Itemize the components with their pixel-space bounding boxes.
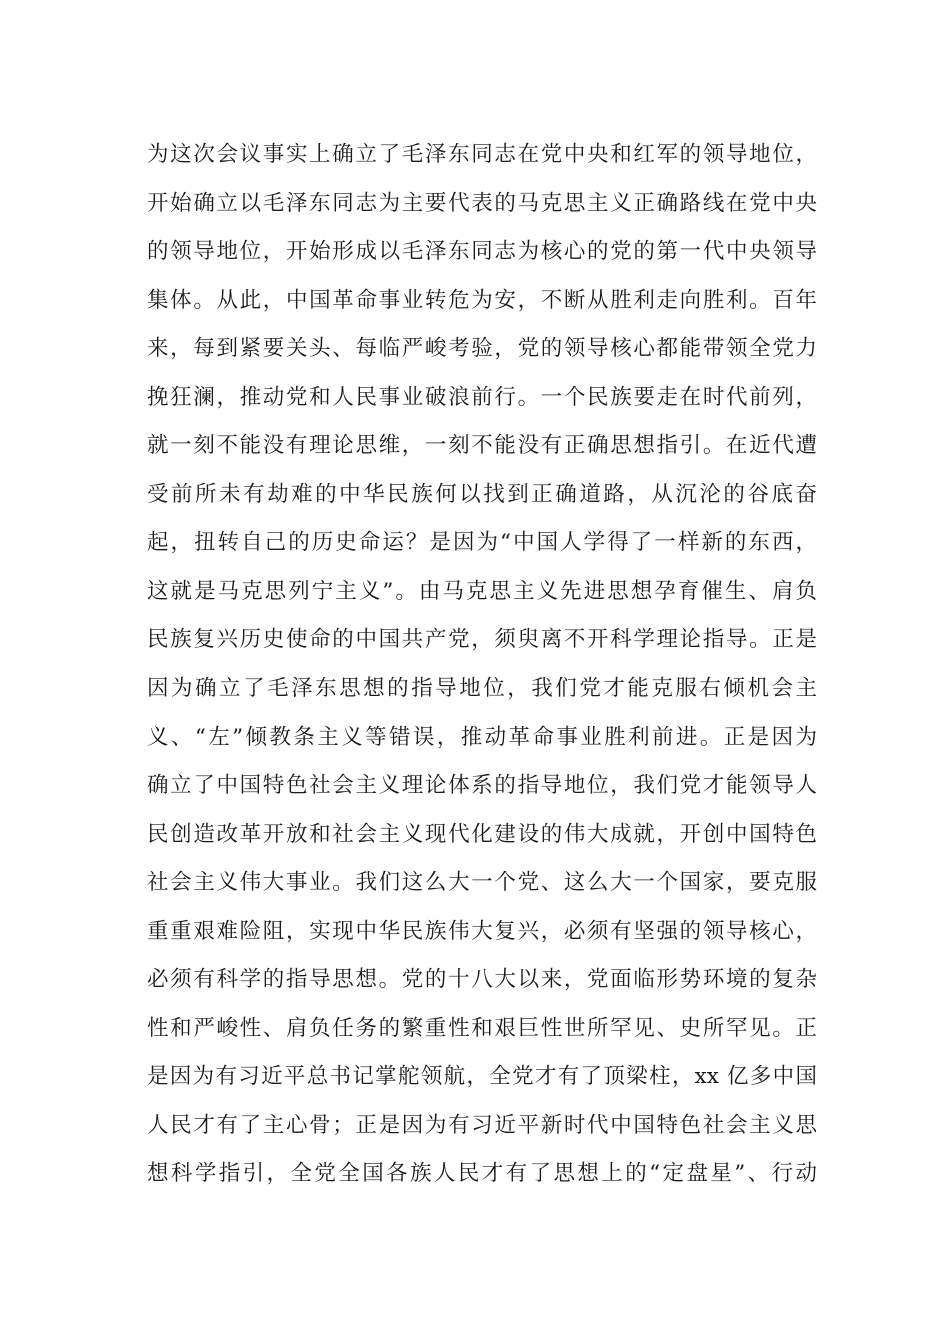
text-line-10: 这就是马克思列宁主义”。由马克思主义先进思想孕育催生、肩负 <box>147 578 817 604</box>
text-line-14: 确立了中国特色社会主义理论体系的指导地位，我们党才能领导人 <box>147 773 817 799</box>
text-line-2: 开始确立以毛泽东同志为主要代表的马克思主义正确路线在党中央 <box>147 190 817 216</box>
text-line-16: 社会主义伟大事业。我们这么大一个党、这么大一个国家，要克服 <box>147 870 817 896</box>
text-line-15: 民创造改革开放和社会主义现代化建设的伟大成就，开创中国特色 <box>147 821 817 847</box>
text-line-21: 人民才有了主心骨；正是因为有习近平新时代中国特色社会主义思 <box>147 1112 817 1138</box>
text-line-7: 就一刻不能没有理论思维，一刻不能没有正确思想指引。在近代遭 <box>147 433 817 459</box>
body-paragraph <box>147 131 817 1199</box>
text-line-4: 集体。从此，中国革命事业转危为安，不断从胜利走向胜利。百年 <box>147 287 817 313</box>
text-line-19: 性和严峻性、肩负任务的繁重性和艰巨性世所罕见、史所罕见。正 <box>147 1015 817 1041</box>
text-line-9: 起，扭转自己的历史命运？是因为“中国人学得了一样新的东西， <box>147 530 817 556</box>
text-line-13: 义、“左”倾教条主义等错误，推动革命事业胜利前进。正是因为 <box>147 724 817 750</box>
text-line-18: 必须有科学的指导思想。党的十八大以来，党面临形势环境的复杂 <box>147 967 817 993</box>
text-line-11: 民族复兴历史使命的中国共产党，须臾离不开科学理论指导。正是 <box>147 627 817 653</box>
text-line-6: 挽狂澜，推动党和人民事业破浪前行。一个民族要走在时代前列， <box>147 384 817 410</box>
text-line-1: 为这次会议事实上确立了毛泽东同志在党中央和红军的领导地位， <box>147 142 817 167</box>
text-line-5: 来，每到紧要关头、每临严峻考验，党的领导核心都能带领全党力 <box>147 336 817 362</box>
text-line-17: 重重艰难险阻，实现中华民族伟大复兴，必须有坚强的领导核心， <box>147 918 817 944</box>
text-line-8: 受前所未有劫难的中华民族何以找到正确道路，从沉沦的谷底奋 <box>147 481 817 507</box>
text-line-20: 是因为有习近平总书记掌舵领航，全党才有了顶梁柱，xx 亿多中国 <box>147 1064 817 1090</box>
text-line-3: 的领导地位，开始形成以毛泽东同志为核心的党的第一代中央领导 <box>147 239 817 265</box>
text-line-12: 因为确立了毛泽东思想的指导地位，我们党才能克服右倾机会主 <box>147 676 817 702</box>
text-line-22: 想科学指引，全党全国各族人民才有了思想上的“定盘星”、行动 <box>147 1161 817 1187</box>
